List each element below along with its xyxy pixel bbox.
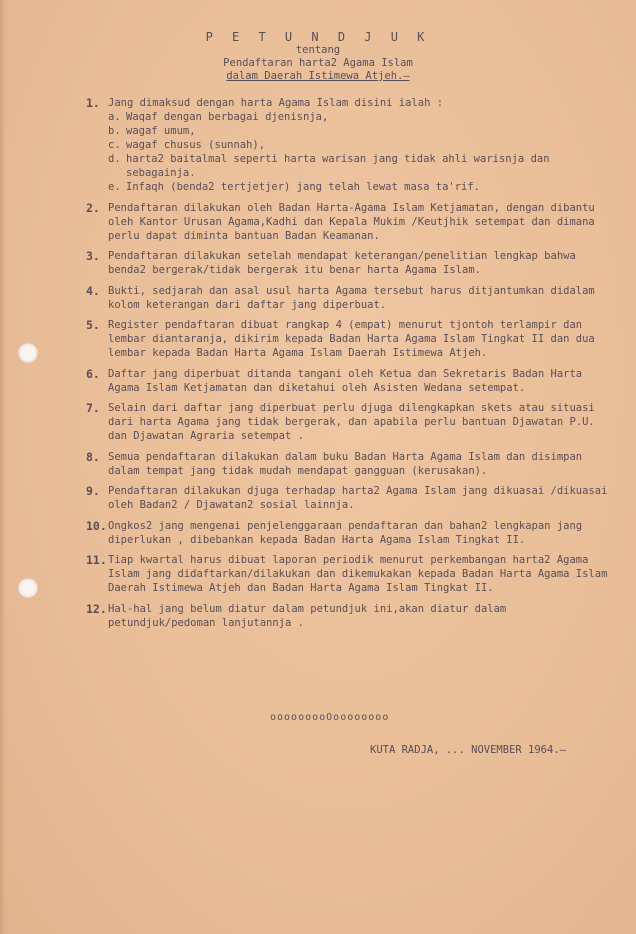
document-title: P E T U N D J U K bbox=[205, 30, 431, 44]
item-number: 9. bbox=[86, 484, 100, 498]
list-item bbox=[86, 284, 611, 312]
header-line-3: dalam Daerah Istimewa Atjeh.— bbox=[226, 70, 410, 82]
item-text: Hal-hal jang belum diatur dalam petundjuk ini,akan diatur dalam petundjuk/pedoman lanjutannja . bbox=[108, 602, 507, 629]
item-number: 3. bbox=[86, 249, 100, 263]
item-text: Bukti, sedjarah dan asal usul harta Agama tersebut harus ditjantumkan didalam kolom keterangan dari daftar jang diperbuat. bbox=[108, 284, 595, 311]
document-header bbox=[0, 30, 636, 83]
item-number: 10. bbox=[86, 518, 107, 533]
sub-item bbox=[108, 180, 611, 194]
punch-hole bbox=[18, 578, 38, 598]
list-item bbox=[86, 249, 611, 277]
sub-item-letter: a. bbox=[108, 111, 121, 123]
list-item bbox=[86, 367, 611, 395]
sub-item bbox=[108, 152, 611, 180]
instruction-list bbox=[86, 96, 611, 636]
divider-line: ooooooooOoooooooo bbox=[270, 712, 390, 723]
list-item bbox=[86, 450, 611, 478]
header-line-2: Pendaftaran harta2 Agama Islam bbox=[223, 57, 413, 69]
sub-item-letter: b. bbox=[108, 125, 121, 137]
sub-item bbox=[108, 110, 611, 124]
place-date: KUTA RADJA, ... NOVEMBER 1964.— bbox=[370, 744, 566, 756]
sub-item-letter: e. bbox=[108, 181, 121, 193]
item-number: 11. bbox=[86, 553, 107, 567]
item-number: 4. bbox=[86, 283, 100, 298]
sub-item bbox=[108, 124, 611, 138]
list-item bbox=[86, 318, 611, 360]
item-text: Tiap kwartal harus dibuat laporan periodik menurut perkembangan harta2 Agama Islam jang didaftarkan/dilakukan dan dikemukakan kepada Badan Harta Agama Islam Daerah Istimewa Atjeh dan Badan Harta Agama Islam Tingkat II. bbox=[108, 554, 608, 594]
list-item bbox=[86, 201, 611, 243]
item-number: 7. bbox=[86, 401, 100, 415]
item-number: 6. bbox=[86, 366, 100, 381]
page-edge bbox=[0, 0, 6, 934]
list-item bbox=[86, 401, 611, 443]
punch-hole bbox=[18, 343, 38, 363]
list-item bbox=[86, 553, 611, 595]
item-number: 12. bbox=[86, 601, 107, 616]
item-number: 5. bbox=[86, 318, 100, 332]
sub-item-text: wagaf umum, bbox=[126, 125, 196, 137]
list-item bbox=[86, 602, 611, 630]
sub-item-letter: d. bbox=[108, 153, 121, 165]
item-text: Semua pendaftaran dilakukan dalam buku Badan Harta Agama Islam dan disimpan dalam tempat jang tidak mudah mendapat gangguan (kerusakan). bbox=[108, 450, 583, 477]
item-text: Pendaftaran dilakukan oleh Badan Harta-Agama Islam Ketjamatan, dengan dibantu oleh Kantor Urusan Agama,Kadhi dan Kepala Mukim /Keutjhik setempat dan dimana perlu dapat diminta bantuan Badan Keamanan. bbox=[108, 201, 595, 242]
list-item bbox=[86, 519, 611, 547]
item-text: Jang dimaksud dengan harta Agama Islam disini ialah : bbox=[108, 97, 444, 109]
sub-item bbox=[108, 138, 611, 152]
sub-list bbox=[108, 110, 611, 194]
item-text: Daftar jang diperbuat ditanda tangani oleh Ketua dan Sekretaris Badan Harta Agama Islam Ketjamatan dan diketahui oleh Asisten Wedana setempat. bbox=[108, 367, 583, 394]
item-text: Ongkos2 jang mengenai penjelenggaraan pendaftaran dan bahan2 lengkapan jang diperlukan , dibebankan kepada Badan Harta Agama Islam Tingkat II. bbox=[108, 519, 583, 546]
item-number: 2. bbox=[86, 200, 100, 215]
item-text: Pendaftaran dilakukan setelah mendapat keterangan/penelitian lengkap bahwa benda2 bergerak/tidak bergerak itu benar harta Agama Islam. bbox=[108, 250, 576, 276]
item-text: Pendaftaran dilakukan djuga terhadap harta2 Agama Islam jang dikuasai /dikuasai oleh Badan2 / Djawatan2 sosial lainnja. bbox=[108, 485, 608, 511]
sub-item-text: Waqaf dengan berbagai djenisnja, bbox=[126, 111, 329, 123]
item-text: Selain dari daftar jang diperbuat perlu djuga dilengkapkan skets atau situasi dari harta Agama jang tidak bergerak, dan apabila perlu bantuan Djawatan P.U. dan Djawatan Agraria setempat . bbox=[108, 402, 595, 442]
sub-item-text: harta2 baitalmal seperti harta warisan jang tidak ahli warisnja dan sebagainja. bbox=[126, 153, 550, 179]
header-line-1: tentang bbox=[295, 44, 341, 56]
list-item bbox=[86, 484, 611, 512]
sub-item-text: Infaqh (benda2 tertjetjer) jang telah lewat masa ta'rif. bbox=[126, 181, 481, 193]
item-number: 8. bbox=[86, 449, 100, 464]
sub-item-letter: c. bbox=[108, 139, 121, 151]
sub-item-text: wagaf chusus (sunnah), bbox=[126, 139, 266, 151]
item-number: 1. bbox=[86, 96, 100, 110]
item-text: Register pendaftaran dibuat rangkap 4 (empat) menurut tjontoh terlampir dan lembar diantaranja, dikirim kepada Badan Harta Agama Islam Tingkat II dan dua lembar kepada Badan Harta Agama Islam Daerah Istimewa Atjeh. bbox=[108, 319, 595, 359]
list-item bbox=[86, 96, 611, 194]
